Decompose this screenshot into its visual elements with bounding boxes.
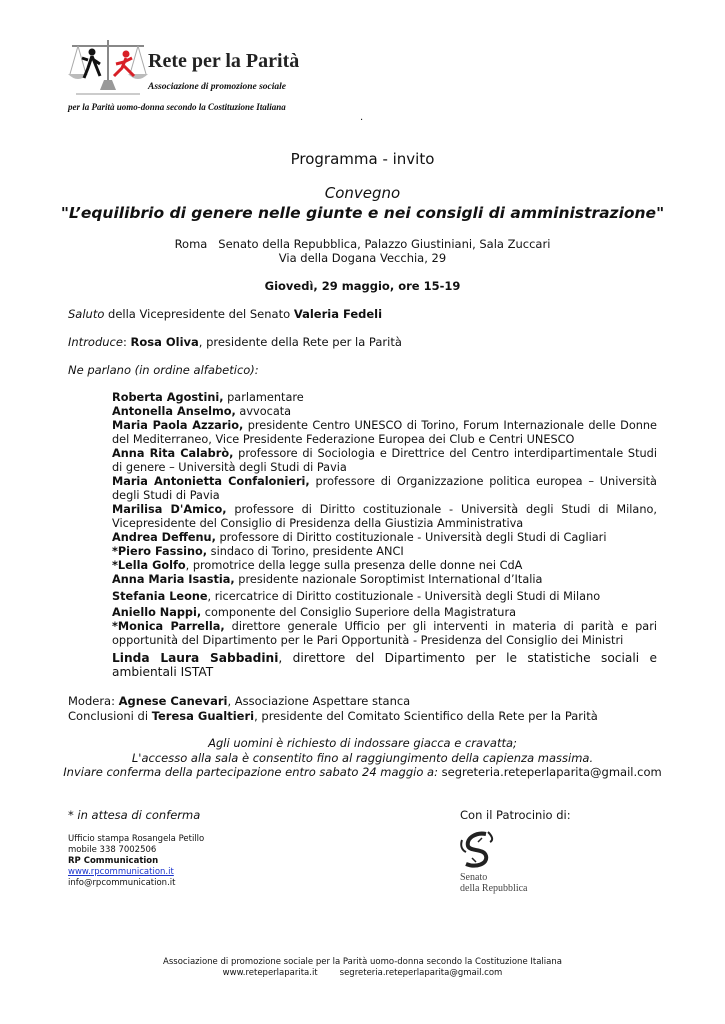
introduce-colon: : [122,335,131,349]
speaker-role: professore di Diritto costituzionale - Università degli Studi di Milano, Vicepresidente del Consiglio di Presidenza della Giustizia Amministrativa [112,503,657,530]
speaker-role: professore di Diritto costituzionale - Università degli Studi di Cagliari [215,531,607,544]
speaker-role: avvocata [235,405,292,418]
speaker-name: Anna Rita Calabrò, [112,447,234,460]
venue-line-2: Via della Dogana Vecchia, 29 [278,251,447,265]
press-office-mobile: mobile 338 7002506 [68,845,157,855]
rsvp-text: Inviare conferma della partecipazione entro sabato 24 maggio a: [63,765,438,779]
speaker-role: parlamentare [223,391,304,404]
speaker-item [112,531,657,545]
scales-logo-icon [66,36,150,98]
footer-website[interactable]: www.reteperlaparita.it [222,968,318,978]
modera-line [68,694,410,708]
speaker-name: Roberta Agostini, [112,391,224,404]
conclusioni-name: Teresa Gualtieri [151,709,255,723]
speaker-name: Aniello Nappi, [112,606,202,619]
speaker-name: Antonella Anselmo, [112,405,236,418]
org-tagline: per la Parità uomo-donna secondo la Costituzione Italiana [68,102,286,112]
saluto-line [68,307,382,321]
footer-contacts [0,968,725,978]
press-office-company: RP Communication [68,856,159,866]
press-office [68,834,204,889]
introduce-text: , presidente della Rete per la Parità [198,335,402,349]
speaker-item [112,475,657,503]
programma-heading: Programma - invito [290,150,435,168]
speaker-role: , promotrice della legge sulla presenza delle donne nei CdA [185,559,523,572]
convegno-label: Convegno [324,184,401,202]
org-subtitle: Associazione di promozione sociale [148,82,287,92]
org-name: Rete per la Parità [148,50,300,72]
speaker-item [112,391,657,405]
speaker-item [112,590,657,604]
modera-label: Modera: [68,694,119,708]
speaker-role: presidente nazionale Soroptimist International d’Italia [234,573,543,586]
attesa-note: * in attesa di conferma [68,808,201,822]
speaker-item [112,559,657,573]
footer-email[interactable]: segreteria.reteperlaparita@gmail.com [339,968,503,978]
speaker-name: Marilisa D'Amico, [112,503,227,516]
saluto-label: Saluto [68,307,105,321]
speaker-name: Anna Maria Isastia, [112,573,235,586]
dress-code-note: Agli uomini è richiesto di indossare giacca e cravatta; [208,736,517,750]
speaker-name: Maria Antonietta Confalonieri, [112,475,310,488]
ne-parlano-label: Ne parlano (in ordine alfabetico): [68,363,259,377]
speaker-role: professore di Organizzazione politica europea – Università degli Studi di Pavia [112,475,657,502]
speaker-name: Maria Paola Azzario, [112,419,244,432]
patrocinio-label: Con il Patrocinio di: [460,808,571,822]
introduce-line [68,335,402,349]
speaker-role: , ricercatrice di Diritto costituzionale - Università degli Studi di Milano [207,590,601,603]
venue-line-1: Roma Senato della Repubblica, Palazzo Giustiniani, Sala Zuccari [174,237,551,251]
conclusioni-line [68,709,598,723]
rsvp-note [0,765,725,779]
speaker-item [112,545,657,559]
speaker-name: Andrea Deffenu, [112,531,216,544]
speaker-list [112,391,657,679]
senato-logo [458,830,558,896]
conference-title: "L’equilibrio di genere nelle giunte e nei consigli di amministrazione" [60,204,665,222]
event-date: Giovedì, 29 maggio, ore 15-19 [264,279,461,293]
speaker-name: *Lella Golfo [112,559,186,572]
speaker-role: , direttore del Dipartimento per le statistiche sociali e ambientali ISTAT [112,651,658,679]
speaker-name: Stefania Leone [112,590,208,603]
senato-label: Senato [460,872,488,883]
footer-association: Associazione di promozione sociale per la Parità uomo-donna secondo la Costituzione Italiana [163,957,562,967]
speaker-item [112,419,657,447]
speaker-role: professore di Sociologia e Direttrice del Centro interdipartimentale Studi di genere – Università degli Studi di Pavia [112,447,657,474]
speaker-role: direttore generale Ufficio per gli interventi in materia di parità e pari opportunità del Dipartimento per le Pari Opportunità - Presidenza del Consiglio dei Ministri [112,620,657,647]
speaker-item [112,620,657,648]
introduce-label: Introduce [68,335,123,349]
speaker-name: *Piero Fassino, [112,545,208,558]
speaker-item [112,573,657,587]
rsvp-email[interactable]: segreteria.reteperlaparita@gmail.com [437,765,662,779]
saluto-text: della Vicepresidente del Senato [104,307,294,321]
speaker-item [112,651,657,679]
separator-dot: . [360,112,364,123]
repubblica-label: della Repubblica [460,883,528,894]
press-office-website-link[interactable]: www.rpcommunication.it [68,867,174,877]
speaker-role: componente del Consiglio Superiore della Magistratura [201,606,517,619]
senato-emblem-icon [458,830,498,868]
capacity-note: L'accesso alla sala è consentito fino al raggiungimento della capienza massima. [131,751,594,765]
press-office-name: Ufficio stampa Rosangela Petillo [68,834,205,844]
conclusioni-text: , presidente del Comitato Scientifico della Rete per la Parità [254,709,598,723]
speaker-name: *Monica Parrella, [112,620,225,633]
speaker-item [112,606,657,620]
speaker-item [112,405,657,419]
modera-text: , Associazione Aspettare stanca [227,694,411,708]
modera-name: Agnese Canevari [118,694,228,708]
conclusioni-label: Conclusioni di [68,709,152,723]
speaker-role: presidente Centro UNESCO di Torino, Forum Internazionale delle Donne del Mediterraneo, Vice Presidente Federazione Europea dei Club e Centri UNESCO [112,419,657,446]
press-office-email: info@rpcommunication.it [68,878,176,888]
speaker-name: Linda Laura Sabbadini [112,651,279,665]
introduce-name: Rosa Oliva [130,335,199,349]
speaker-item [112,447,657,475]
speaker-item [112,503,657,531]
saluto-name: Valeria Fedeli [293,307,383,321]
speaker-role: sindaco di Torino, presidente ANCI [207,545,404,558]
